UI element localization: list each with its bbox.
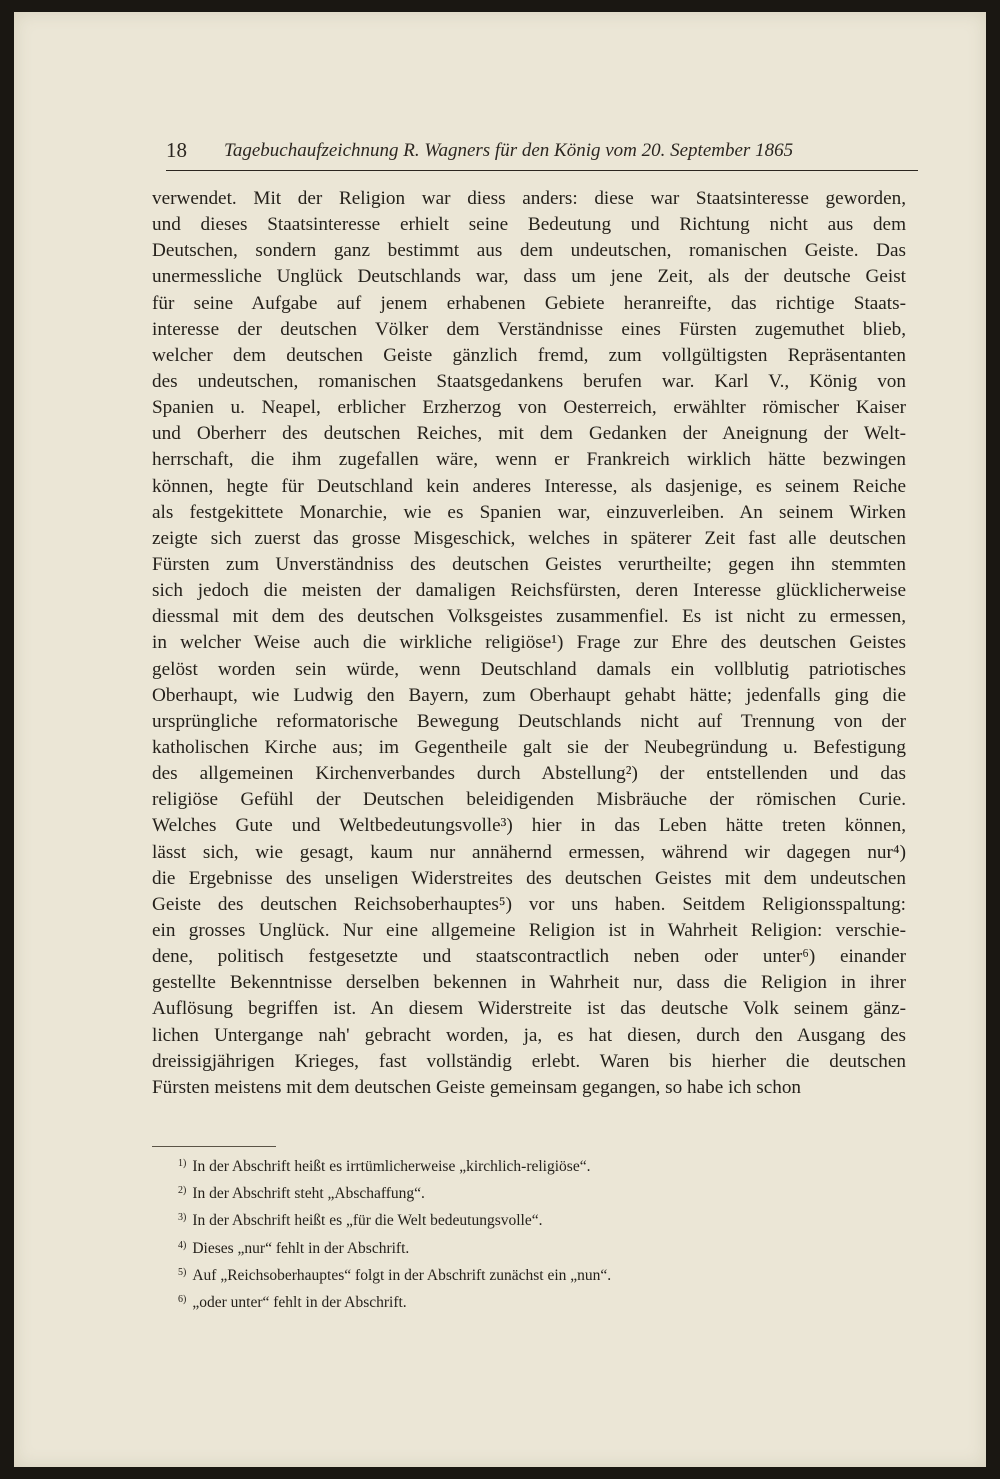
footnote-mark: 6) [178,1294,187,1306]
text-line: für seine Aufgabe auf jenem erhabenen Gebiete heranreifte, das richtige Staats- [152,292,906,314]
running-header [166,136,918,171]
text-line: dreissigjährigen Krieges, fast vollständig erlebt. Waren bis hierher die deutschen [152,1050,906,1072]
text-line: verwendet. Mit der Religion war diess anders: diese war Staatsinteresse geworden, [152,188,906,209]
footnote-mark: 3) [178,1212,187,1224]
text-line: gestellte Bekenntnisse derselben bekennen in Wahrheit nur, dass die Religion in ihrer [152,972,906,994]
footnotes [178,1152,898,1315]
text-line: gelöst worden sein würde, wenn Deutschland damals ein vollblutig patriotisches [152,658,906,680]
footnote [178,1206,898,1233]
text-line: können, hegte für Deutschland kein anderes Interesse, als dasjenige, es seinem Reiche [152,475,906,497]
text-line: und dieses Staatsinteresse erhielt seine Bedeutung und Richtung nicht aus dem [152,214,906,236]
text-line: dene, politisch festgesetzte und staatscontractlich neben oder unter⁶) einander [152,946,906,968]
footnote-text: Auf „Reichsoberhauptes“ folgt in der Abschrift zunächst ein „nun“. [192,1266,612,1284]
footnote-divider [152,1146,276,1147]
text-line: ein grosses Unglück. Nur eine allgemeine Religion ist in Wahrheit Religion: verschie- [152,919,906,941]
text-line: Geiste des deutschen Reichsoberhauptes⁵) vor uns haben. Seitdem Religionsspaltung: [152,893,906,915]
text-line: lässt sich, wie gesagt, kaum nur annähernd ermessen, während wir dagegen nur⁴) [152,841,906,863]
text-line: Oberhaupt, wie Ludwig den Bayern, zum Oberhaupt gehabt hätte; jedenfalls ging die [152,684,906,706]
footnote [178,1179,898,1206]
text-line: katholischen Kirche aus; im Gegentheile galt sie der Neubegründung u. Befestigung [152,736,906,758]
text-line: und Oberherr des deutschen Reiches, mit dem Gedanken der Aneignung der Welt- [152,423,906,445]
text-line: Deutschen, sondern ganz bestimmt aus dem undeutschen, romanischen Geiste. Das [152,240,906,262]
text-line: des allgemeinen Kirchenverbandes durch Abstellung²) der entstellenden und das [152,763,906,785]
text-line: lichen Untergange nah' gebracht worden, ja, es hat diesen, durch den Ausgang des [152,1024,906,1046]
footnote-text: Dieses „nur“ fehlt in der Abschrift. [192,1239,410,1257]
text-line: interesse der deutschen Völker dem Verständnisse eines Fürsten zugemuthet blieb, [152,318,906,340]
text-line: Fürsten meistens mit dem deutschen Geiste gemeinsam gegangen, so habe ich schon [152,1076,802,1098]
footnote-text: In der Abschrift heißt es „für die Welt bedeutungsvolle“. [192,1212,543,1230]
text-line: Auflösung begriffen ist. An diesem Widerstreite ist das deutsche Volk seinem gänz- [152,998,906,1020]
footnote-mark: 4) [178,1239,187,1251]
text-line: als festgekittete Monarchie, wie es Spanien war, einzuverleiben. An seinem Wirken [152,501,906,523]
text-line: diessmal mit dem des deutschen Volksgeistes zusammenfiel. Es ist nicht zu ermessen, [152,606,906,628]
text-line: welcher dem deutschen Geiste gänzlich fremd, zum vollgültigsten Repräsentanten [152,344,906,366]
text-line: sich jedoch die meisten der damaligen Reichsfürsten, deren Interesse glücklicherweise [152,580,906,602]
text-line: des undeutschen, romanischen Staatsgedankens berufen war. Karl V., König von [152,370,906,392]
footnote-text: In der Abschrift heißt es irrtümlicherweise „kirchlich-religiöse“. [192,1158,591,1175]
main-text [152,186,906,1101]
footnote [178,1288,898,1315]
footnote [178,1261,898,1288]
text-line: Fürsten zum Unverständniss des deutschen Geistes verurtheilte; gegen ihn stemmten [152,553,906,575]
footnote-mark: 5) [178,1266,187,1278]
text-line: unermessliche Unglück Deutschlands war, dass um jene Zeit, als der deutsche Geist [152,266,906,288]
text-line: die Ergebnisse des unseligen Widerstreites des deutschen Geistes mit dem undeutschen [152,867,906,889]
text-line: religiöse Gefühl der Deutschen beleidigenden Misbräuche der römischen Curie. [152,789,906,811]
text-line: herrschaft, die ihm zugefallen wäre, wenn er Frankreich wirklich hätte bezwingen [152,449,906,471]
footnote-mark: 2) [178,1185,187,1197]
page-number: 18 [166,138,187,162]
footnote-mark: 1) [178,1158,187,1169]
footnote [178,1234,898,1261]
text-line: zeigte sich zuerst das grosse Misgeschick, welches in späterer Zeit fast alle deutschen [152,527,906,549]
footnote [178,1152,898,1179]
text-line: ursprüngliche reformatorische Bewegung Deutschlands nicht auf Trennung von der [152,710,906,732]
text-line: Spanien u. Neapel, erblicher Erzherzog von Oesterreich, erwählter römischer Kaiser [152,397,906,419]
footnote-text: In der Abschrift steht „Abschaffung“. [192,1185,425,1203]
text-line: in welcher Weise auch die wirkliche religiöse¹) Frage zur Ehre des deutschen Geistes [152,632,906,654]
text-line: Welches Gute und Weltbedeutungsvolle³) hier in das Leben hätte treten können, [152,815,906,837]
running-title: Tagebuchaufzeichnung R. Wagners für den König vom 20. September 1865 [224,140,794,161]
footnote-text: „oder unter“ fehlt in der Abschrift. [192,1294,407,1312]
